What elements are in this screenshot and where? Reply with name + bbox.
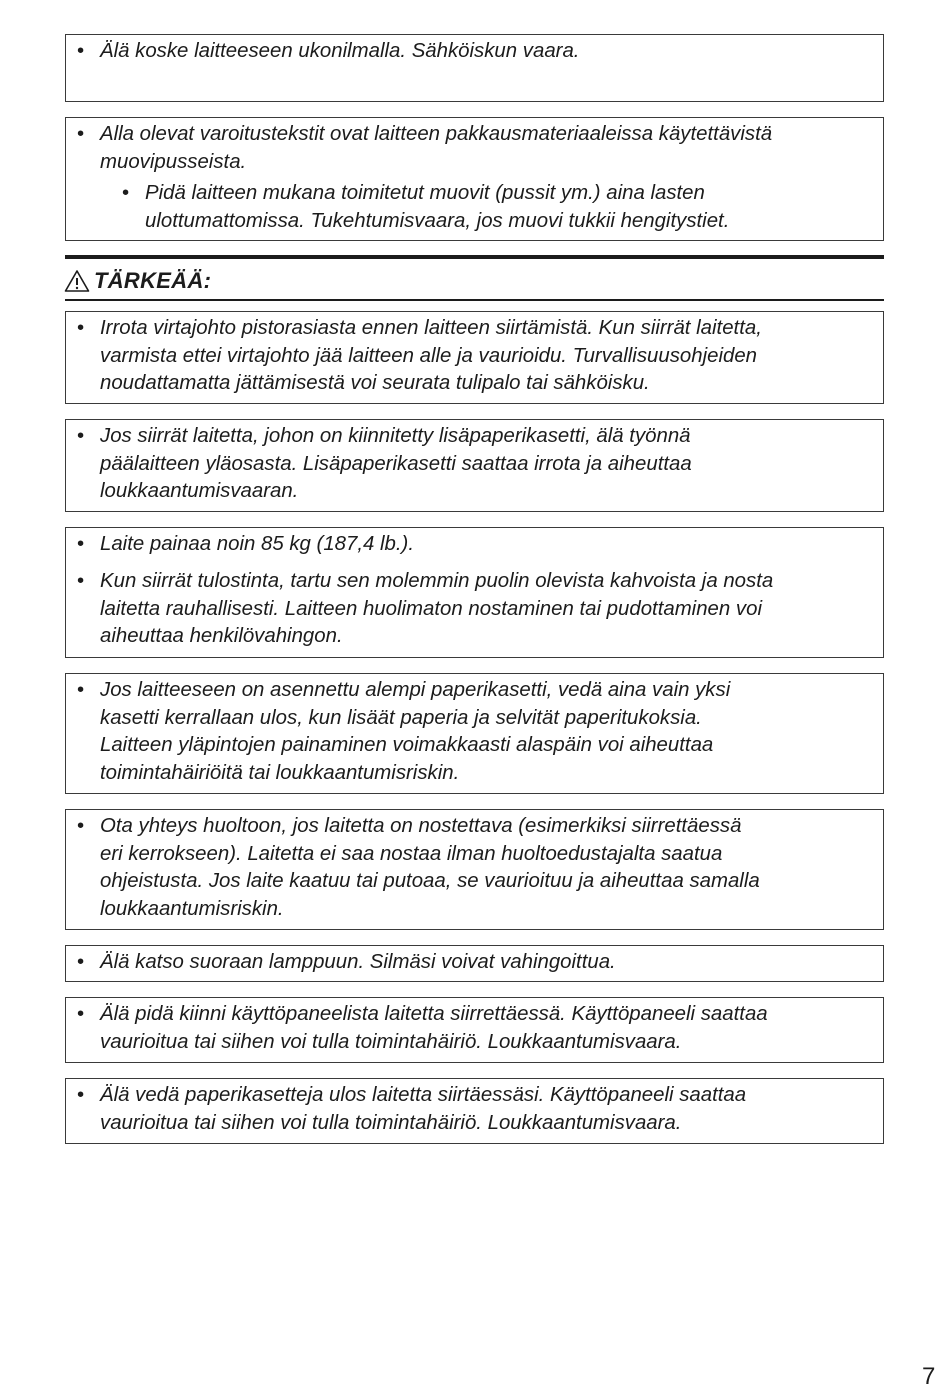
bullet-item (66, 121, 883, 235)
text-line: laitetta rauhallisesti. Laitteen huolimaton nostaminen tai pudottaminen voi (100, 597, 762, 620)
text-line: loukkaantumisvaaran. (100, 480, 299, 502)
bullet-item (66, 423, 883, 506)
text-line: varmista ettei virtajohto jää laitteen alle ja vaurioidu. Turvallisuusohjeiden (100, 344, 758, 367)
bullet-item (66, 949, 883, 977)
warning-triangle-icon (64, 269, 90, 293)
bullet-item (66, 531, 883, 559)
text-line: eri kerrokseen). Laitetta ei saa nostaa ilman huoltoedustajalta saatua (100, 842, 723, 865)
text-line: aiheuttaa henkilövahingon. (100, 625, 343, 647)
important-box-paper-cassette (65, 419, 884, 512)
bullet-item (66, 568, 883, 651)
important-box-lower-cassette (65, 673, 884, 794)
text-line: vaurioitua tai siihen voi tulla toimintahäiriö. Loukkaantumisvaara. (100, 1030, 682, 1053)
sub-bullet-item (100, 180, 883, 235)
text-line: kasetti kerrallaan ulos, kun lisäät paperia ja selvität paperitukoksia. (100, 706, 702, 729)
text-line: vaurioitua tai siihen voi tulla toimintahäiriö. Loukkaantumisvaara. (100, 1111, 682, 1134)
text-line: • Pidä laitteen mukana toimitetut muovit (pussit ym.) aina lasten (145, 182, 705, 204)
text-line: • Älä pidä kiinni käyttöpaneelista laitetta siirrettäessä. Käyttöpaneeli saattaa (100, 1003, 768, 1025)
text-line: noudattamatta jättämisestä voi seurata tulipalo tai sähköisku. (100, 372, 650, 394)
text-line: • Älä vedä paperikasetteja ulos laitetta siirtäessäsi. Käyttöpaneeli saattaa (100, 1084, 747, 1106)
text-line: ohjeistusta. Jos laite kaatuu tai putoaa, se vaurioituu ja aiheuttaa samalla (100, 870, 760, 892)
text-line: • Ota yhteys huoltoon, jos laitetta on nostettava (esimerkiksi siirrettäessä (100, 815, 742, 837)
text-line: • Kun siirrät tulostinta, tartu sen molemmin puolin olevista kahvoista ja nosta (100, 570, 774, 592)
text-line: • Laite painaa noin 85 kg (187,4 lb.). (100, 533, 415, 555)
text-line: • Alla olevat varoitustekstit ovat laitteen pakkausmateriaaleissa käytettävistä (100, 123, 773, 145)
text-line: muovipusseista. (100, 150, 247, 173)
heading-label: TÄRKEÄÄ: (94, 268, 212, 293)
text-line: päälaitteen yläosasta. Lisäpaperikasetti saattaa irrota ja aiheuttaa (100, 452, 692, 475)
important-box-paper-trays (65, 1078, 884, 1144)
bullet-item (66, 1082, 883, 1137)
bullet-item (66, 315, 883, 398)
bullet-item (66, 1001, 883, 1056)
heading-top-rule (65, 255, 884, 259)
important-box-lifting (65, 809, 884, 930)
bullet-item (66, 677, 883, 787)
important-heading (64, 266, 211, 296)
important-box-power-cord (65, 311, 884, 404)
text-line: • Jos laitteeseen on asennettu alempi paperikasetti, vedä aina vain yksi (100, 679, 731, 701)
bullet-item (66, 38, 883, 66)
text-line: • Irrota virtajohto pistorasiasta ennen laitteen siirtämistä. Kun siirrät laitetta, (100, 317, 762, 339)
text-line: toimintahäiriöitä tai loukkaantumisriskin. (100, 761, 460, 784)
text-line: • Älä koske laitteeseen ukonilmalla. Sähköiskun vaara. (100, 40, 580, 62)
text-line: • Älä katso suoraan lamppuun. Silmäsi voivat vahingoittua. (100, 951, 616, 973)
text-line: ulottumattomissa. Tukehtumisvaara, jos muovi tukkii hengitystiet. (145, 209, 730, 232)
text-line: Laitteen yläpintojen painaminen voimakkaasti alaspäin voi aiheuttaa (100, 734, 714, 756)
warning-box-plastic-bags (65, 117, 884, 241)
bullet-item (66, 813, 883, 923)
important-box-control-panel (65, 997, 884, 1063)
heading-bottom-rule (65, 299, 884, 301)
text-line: • Jos siirrät laitetta, johon on kiinnitetty lisäpaperikasetti, älä työnnä (100, 425, 691, 447)
important-box-lamp (65, 945, 884, 982)
warning-box-thunderstorm (65, 34, 884, 102)
page-number: 7 (922, 1363, 936, 1390)
text-line: loukkaantumisriskin. (100, 897, 284, 920)
important-box-weight (65, 527, 884, 658)
